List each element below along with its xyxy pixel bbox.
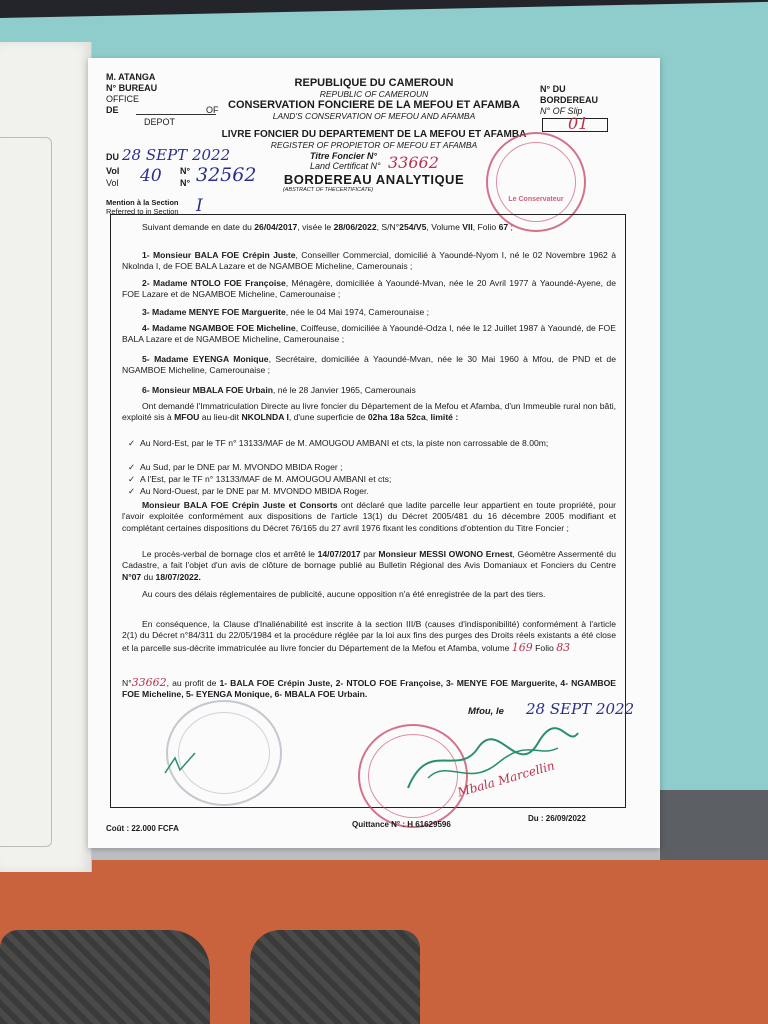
applicant-3: 3- Madame MENYE FOE Marguerite, née le 04 Mai 1974, Camerounaise ; bbox=[142, 307, 430, 317]
immatriculation-paragraph: Ont demandé l'Immatriculation Directe au livre foncier du Département de la Mefou et Afamba, d'un Immeuble rural non bâti, exploité sis à MFOU au lieu-dit NKOLNDA I, d'une superficie de 02ha 18a 52ca, limité : bbox=[122, 401, 616, 423]
office-name: M. ATANGA bbox=[106, 72, 156, 82]
signature-date: 28 SEPT 2022 bbox=[526, 700, 635, 718]
opposition-paragraph: Au cours des délais réglementaires de publicité, aucune opposition n'a été enregistrée de la part des tiers. bbox=[142, 589, 546, 599]
conservation-heading: CONSERVATION FONCIERE DE LA MEFOU ET AFAMBA bbox=[228, 99, 520, 111]
depot-label: DEPOT bbox=[144, 117, 176, 127]
section-value: I bbox=[196, 196, 203, 216]
shoe-left bbox=[0, 930, 210, 1024]
limit-item: ✓ A l'Est, par le TF n° 13133/MAF de M. AMOUGOU AMBANI et cts; bbox=[128, 474, 392, 484]
applicant-4: 4- Madame NGAMBOE FOE Micheline, Coiffeuse, domiciliée à Yaoundé-Odza I, née le 12 Juillet 1987 à Yaoundé, de FOE BALA Lazare et de NGAMBOE Micheline, Camerounaise ; bbox=[122, 323, 616, 345]
consequence-paragraph: En conséquence, la Clause d'Inaliénabilité est inscrite à la section III/B (causes d'indisponibilité) conformément à l'article 2(1) du Décret n°84/311 du 22/05/1984 et la procédure réglée par la loi aux fins des purges des Droits réels existants a été close et la parcelle sus-décrite immatriculée au livre foncier du Département de la Mefou et Afamba, volume 169 Folio 83 bbox=[122, 619, 616, 654]
receipt-date: Du : 26/09/2022 bbox=[528, 814, 586, 823]
signatory-name: Mbala Marcellin bbox=[456, 758, 557, 800]
mention-label: Mention à la Section bbox=[106, 198, 179, 207]
check-icon: ✓ bbox=[128, 438, 136, 448]
of-label: OF bbox=[206, 105, 219, 115]
check-icon: ✓ bbox=[128, 474, 136, 484]
republic-subheading: REPUBLIC OF CAMEROUN bbox=[319, 89, 429, 99]
check-icon: ✓ bbox=[128, 486, 136, 496]
bordereau-title: BORDEREAU ANALYTIQUE bbox=[283, 172, 465, 187]
slip-number: 01 bbox=[568, 114, 589, 133]
check-icon: ✓ bbox=[128, 462, 136, 472]
titre-number: 33662 bbox=[388, 153, 439, 172]
livre-heading: LIVRE FONCIER DU DEPARTEMENT DE LA MEFOU ET AFAMBA bbox=[221, 129, 527, 140]
vol-label: Vol bbox=[106, 166, 120, 176]
bureau-label: N° BUREAU bbox=[106, 83, 158, 93]
applicant-6: 6- Monsieur MBALA FOE Urbain, né le 28 Janvier 1965, Camerounais bbox=[142, 385, 416, 395]
de-label: DE bbox=[106, 105, 119, 115]
slip-label-3: N° OF Slip bbox=[540, 106, 583, 116]
office-label: OFFICE bbox=[106, 94, 139, 104]
applicant-2: 2- Madame NTOLO FOE Françoise, Ménagère, domiciliée à Yaoundé-Mvan, née le 20 Avril 1977 à Yaoundé-Ayene, de FOE Lazare et de NGAMBOE Micheline, Camerounaise ; bbox=[122, 278, 616, 300]
volume-value: 40 bbox=[140, 166, 162, 186]
depot-date: 28 SEPT 2022 bbox=[122, 146, 231, 164]
signature-scribble bbox=[388, 718, 588, 808]
limit-item: ✓ Au Nord-Est, par le TF n° 13133/MAF de M. AMOUGOU AMBANI et cts, la piste non carrossable de 8.00m; bbox=[128, 438, 549, 448]
land-certificate-label: Land Certificat N° bbox=[310, 161, 381, 171]
applicant-1: 1- Monsieur BALA FOE Crépin Juste, Conseiller Commercial, domicilié à Yaoundé-Nyom I, né le 02 Novembre 1962 à Nkolnda I, de FOE BALA Lazare et de NGAMBOE Micheline, Camerounais ; bbox=[122, 250, 616, 272]
receipt-label: Quittance N° : H 61629596 bbox=[352, 820, 451, 829]
du-label: DU bbox=[106, 152, 119, 162]
initials-scribble bbox=[160, 748, 200, 778]
land-certificate-document bbox=[88, 58, 660, 848]
cost-label: Coût : 22.000 FCFA bbox=[106, 824, 179, 833]
slip-label-2: BORDEREAU bbox=[540, 95, 599, 105]
limit-item: ✓ Au Nord-Ouest, par le DNE par M. MVONDO MBIDA Roger. bbox=[128, 486, 369, 496]
booklet-left-page bbox=[0, 42, 92, 872]
applicant-5: 5- Madame EYENGA Monique, Secrétaire, domiciliée à Yaoundé-Mvan, née le 30 Mai 1960 à Mfou, de PND et de NGAMBOE Micheline, Camerounaise ; bbox=[122, 354, 616, 376]
shoe-right bbox=[250, 930, 420, 1024]
abstract-subtitle: (ABSTRACT OF THECERTIFICATE) bbox=[282, 187, 374, 193]
consequence-paragraph-end: N°33662, au profit de 1- BALA FOE Crépin Juste, 2- NTOLO FOE Françoise, 3- MENYE FOE Marguerite, 4- NGAMBOE FOE Micheline, 5- EYENGA Monique, 6- MBALA FOE Urbain. bbox=[122, 676, 616, 700]
titre-label: Titre Foncier N° bbox=[310, 151, 377, 161]
n-label-2: N° bbox=[180, 178, 191, 188]
request-paragraph: Suivant demande en date du 26/04/2017, visée le 28/06/2022, S/N°254/V5, Volume VII, Folio 67 ; bbox=[142, 222, 513, 232]
stamp-top-text: Le Conservateur bbox=[508, 196, 564, 203]
referred-label: Referred to in Section bbox=[106, 207, 179, 216]
bornage-paragraph: Le procès-verbal de bornage clos et arrêté le 14/07/2017 par Monsieur MESSI OWONO Ernest, Géomètre Assermenté du Cadastre, a fait l'objet d'un avis de clôture de bornage publié au Bulletin Régional des Avis Domaniaux et Fonciers du Centre N°07 du 18/07/2022. bbox=[122, 549, 616, 582]
republique-heading: REPUBLIQUE DU CAMEROUN bbox=[294, 77, 454, 89]
n-label: N° bbox=[180, 166, 191, 176]
register-subheading: REGISTER OF PROPIETOR OF MEFOU ET AFAMBA bbox=[270, 140, 478, 150]
vol-label-2: Vol bbox=[106, 178, 119, 188]
declaration-paragraph: Monsieur BALA FOE Crépin Juste et Consorts ont déclaré que ladite parcelle leur appartient en toute propriété, pour l'avoir exploitée conformément aux dispositions de l'article 13(1) du Décret 2005/481 du 16 décembre 2005 modifiant et complétant certaines dispositions du Décret 76/165 du 27 avril 1976 fixant les conditions d'obtention du Titre Foncier ; bbox=[122, 500, 616, 533]
limit-item: ✓ Au Sud, par le DNE par M. MVONDO MBIDA Roger ; bbox=[128, 462, 343, 472]
slip-block bbox=[540, 84, 598, 117]
conservation-subheading: LAND'S CONSERVATION OF MEFOU AND AFAMBA bbox=[272, 111, 476, 121]
depot-number: 32562 bbox=[196, 164, 257, 186]
slip-label-1: N° DU bbox=[540, 84, 566, 94]
place-date-label: Mfou, le bbox=[468, 706, 504, 717]
